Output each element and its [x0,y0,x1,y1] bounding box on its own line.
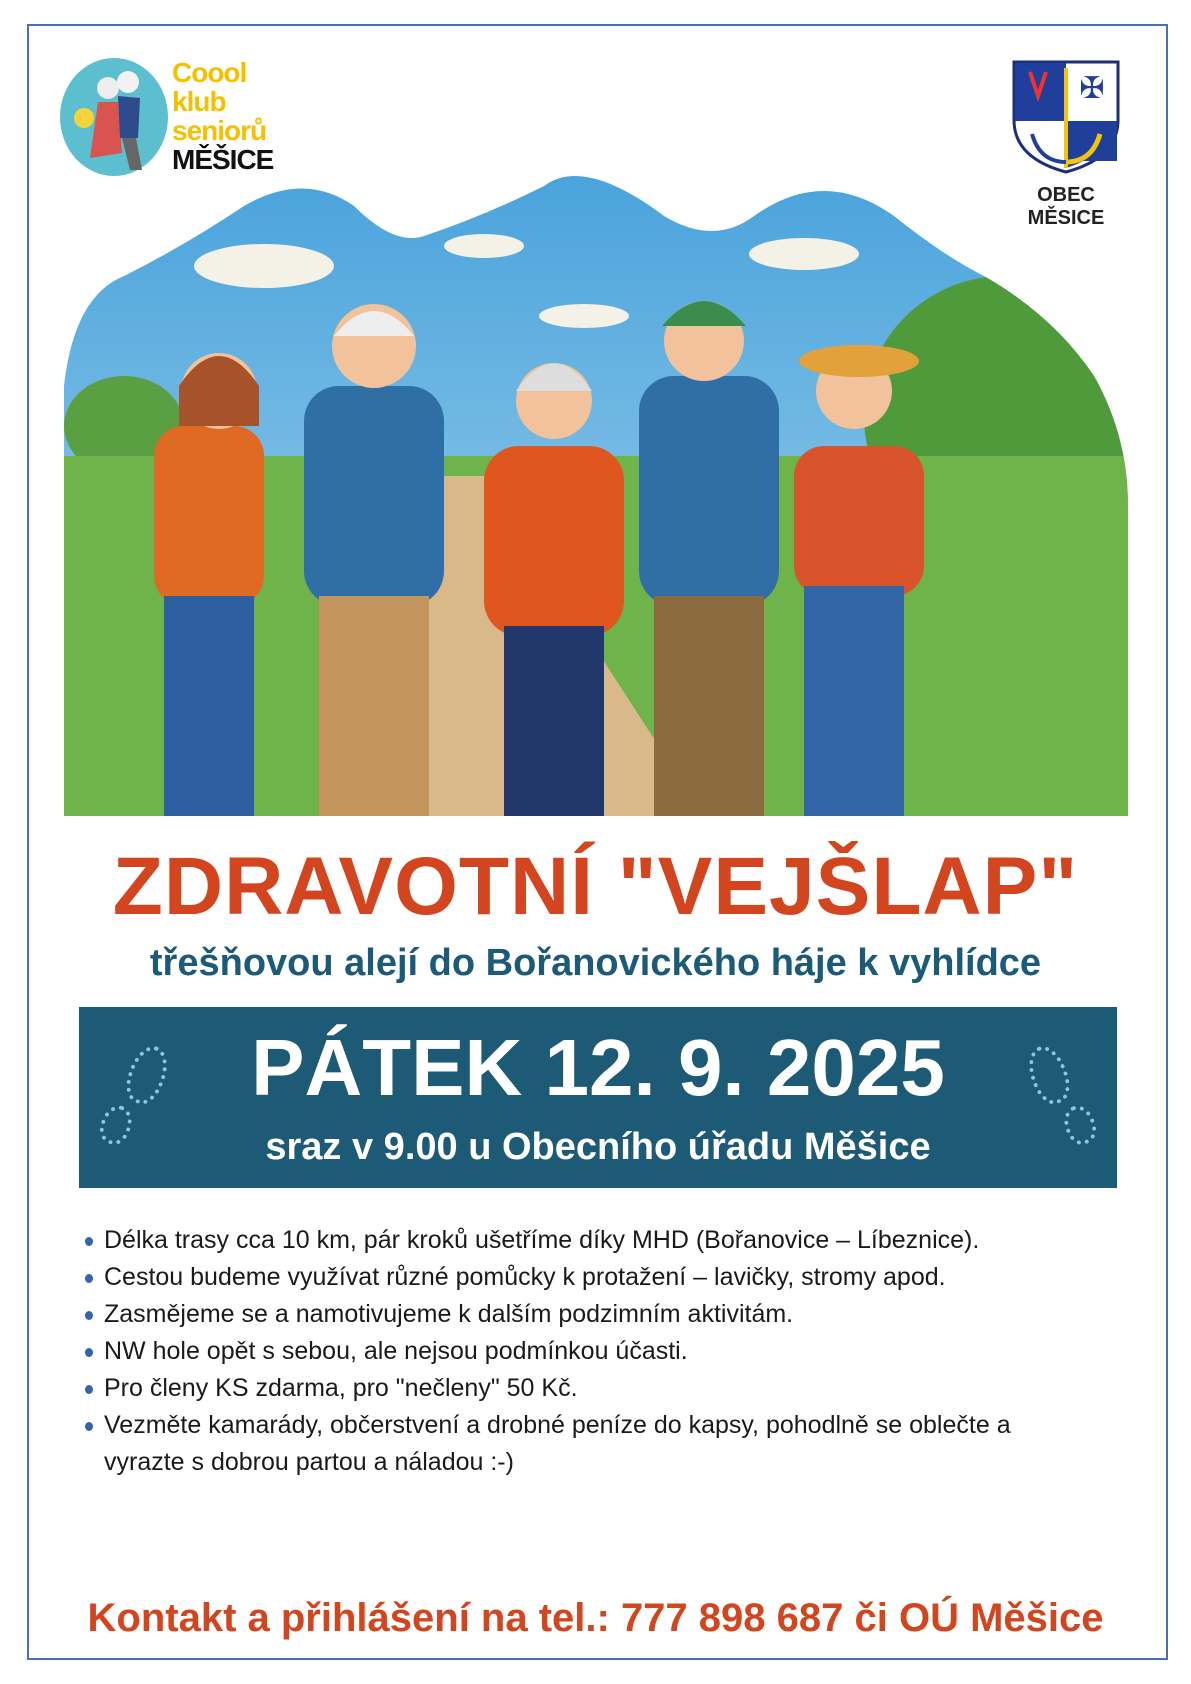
coat-of-arms-icon [1010,58,1122,174]
logo-line: klub [172,86,226,117]
logo-line: Coool [172,57,247,88]
event-title: ZDRAVOTNÍ "VEJŠLAP" [112,841,1079,932]
meeting-info: sraz v 9.00 u Obecního úřadu Měšice [265,1126,931,1168]
list-item: Pro členy KS zdarma, pro "nečleny" 50 Kč. [83,1370,1123,1407]
logo-line: MĚŠICE [172,144,274,175]
list-item: Vezměte kamarády, občerstvení a drobné peníze do kapsy, pohodlně se oblečte a vyrazte s dobrou partou a náladou :-) [83,1407,1064,1481]
logo-line: seniorů [172,115,267,146]
date-banner [79,1007,1117,1188]
dancing-seniors-logo-icon [60,58,168,176]
list-item: NW hole opět s sebou, ale nejsou podmínkou účasti. [83,1333,1123,1370]
info-list [83,1222,1123,1481]
municipality-label-line: MĚSICE [1027,207,1105,229]
contact-info: Kontakt a přihlášení na tel.: 777 898 687 či OÚ Měšice [87,1596,1104,1640]
list-item: Zasmějeme se a namotivujeme k dalším podzimním aktivitám. [83,1296,1123,1333]
svg-text:✠: ✠ [1079,72,1105,105]
club-logo-text [172,58,273,174]
club-logo [60,56,300,186]
list-item: Cestou budeme využívat různé pomůcky k protažení – lavičky, stromy apod. [83,1259,1123,1296]
hikers-illustration [64,176,1128,816]
event-date: PÁTEK 12. 9. 2025 [251,1023,945,1112]
municipality-label-line: OBEC [1037,184,1095,206]
event-subtitle: třešňovou alejí do Bořanovického háje k vyhlídce [149,942,1042,984]
list-item: Délka trasy cca 10 km, pár kroků ušetříme díky MHD (Bořanovice – Líbeznice). [83,1222,1123,1259]
